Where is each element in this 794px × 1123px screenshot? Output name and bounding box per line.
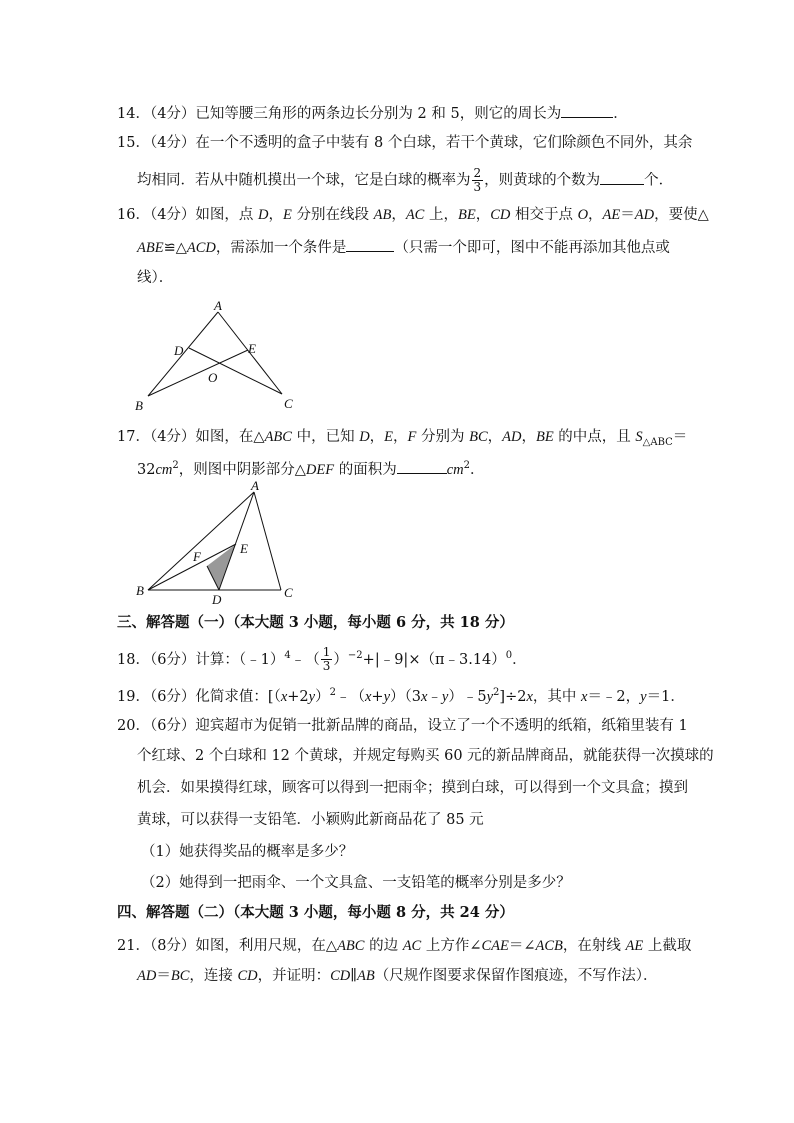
label-D: D: [174, 343, 184, 358]
label-B: B: [135, 398, 143, 413]
question-21-line-1: 21．（8分）如图，利用尺规，在△ABC 的边 AC 上方作∠CAE＝∠ACB，在射线 AE 上截取: [117, 938, 692, 954]
one-third-fraction: $\frac{1}{3}$: [322, 645, 331, 674]
question-20-line-3: 机会．如果摸得红球，顾客可以得到一把雨伞；摸到白球，可以得到一个文具盒；摸到: [137, 780, 688, 796]
question-18: 18．（6分）计算：（﹣1）$^4$﹣（ $\frac{1}{3}$ ）$^{-2}$+|﹣9|×（π﹣3.14）$^0$．: [117, 645, 527, 674]
label-A: A: [251, 478, 259, 493]
label-E: E: [240, 541, 248, 556]
question-16-line-1: 16．（4分）如图，点 D，E 分别在线段 AB，AC 上，BE，CD 相交于点 O，AE＝AD，要使△: [117, 207, 709, 223]
segment-BE: [148, 350, 248, 396]
question-17-line-2: $32cm^2$，则图中阴影部分△DEF 的面积为 $cm^2$．: [137, 460, 485, 478]
segment-AD: [219, 492, 254, 590]
question-16-line-2: ABE≌△ACD，需添加一个条件是 （只需一个即可，图中不能再添加其他点或: [137, 237, 670, 258]
label-B: B: [136, 583, 144, 598]
q14-answer-blank[interactable]: [561, 103, 613, 118]
question-21-line-2: AD＝BC，连接 CD，并证明：CD∥AB（尺规作图要求保留作图痕迹，不写作法）．: [137, 968, 658, 984]
segment-AB: [148, 492, 254, 590]
question-16-line-3: 线）．: [137, 270, 174, 286]
label-A: A: [214, 298, 222, 313]
label-C: C: [284, 396, 293, 411]
question-19: 19．（6分）化简求值：$[(x+2y)^2﹣(x+y)(3x﹣y)﹣5y^2]\div 2x$，其中 x＝﹣2，y＝1．: [117, 687, 685, 705]
section-3-heading: 三、解答题（一）（本大题 3 小题，每小题 6 分，共 18 分）: [117, 614, 514, 631]
q17-answer-blank[interactable]: [397, 459, 447, 474]
label-C: C: [284, 585, 293, 600]
section-4-heading: 四、解答题（二）（本大题 3 小题，每小题 8 分，共 24 分）: [117, 904, 514, 921]
question-20-line-2: 个红球、2 个白球和 12 个黄球，并规定每购买 60 元的新品牌商品，就能获得一次摸球的: [137, 748, 714, 764]
probability-fraction: $\frac{2}{3}$: [473, 166, 482, 194]
q17-triangle-figure: [132, 478, 302, 608]
label-O: O: [208, 370, 218, 385]
q16-triangle-figure: [132, 298, 304, 416]
question-14: 14．（4分）已知等腰三角形的两条边长分别为 2 和 5，则它的周长为 ．: [117, 103, 628, 124]
q16-answer-blank[interactable]: [346, 237, 394, 252]
q15-answer-blank[interactable]: [600, 170, 644, 185]
label-D: D: [212, 592, 222, 607]
question-20-line-4: 黄球，可以获得一支铅笔．小颖购此新商品花了 85 元: [137, 812, 484, 828]
question-15-line-2: 均相同．若从中随机摸出一个球，它是白球的概率为 $\frac{2}{3}$ ，则黄球的个数为 个．: [137, 166, 674, 194]
q14-text: 14．（4分）已知等腰三角形的两条边长分别为 2 和 5，则它的周长为: [117, 106, 562, 122]
question-20-sub-1: （1）她获得奖品的概率是多少？: [141, 844, 354, 860]
question-17-line-1: 17．（4分）如图，在△ABC 中，已知 D，E，F 分别为 BC，AD，BE 的中点，且 $S_{\triangle ABC}=$: [117, 429, 688, 448]
label-E: E: [248, 341, 256, 356]
label-F: F: [193, 549, 201, 564]
question-15-line-1: 15．（4分）在一个不透明的盒子中装有 8 个白球，若干个黄球，它们除颜色不同外，其余: [117, 135, 693, 151]
segment-AC: [254, 492, 281, 590]
question-20-line-1: 20．（6分）迎宾超市为促销一批新品牌的商品，设立了一个不透明的纸箱，纸箱里装有 1: [117, 718, 688, 734]
question-20-sub-2: （2）她得到一把雨伞、一个文具盒、一支铅笔的概率分别是多少？: [141, 875, 571, 891]
